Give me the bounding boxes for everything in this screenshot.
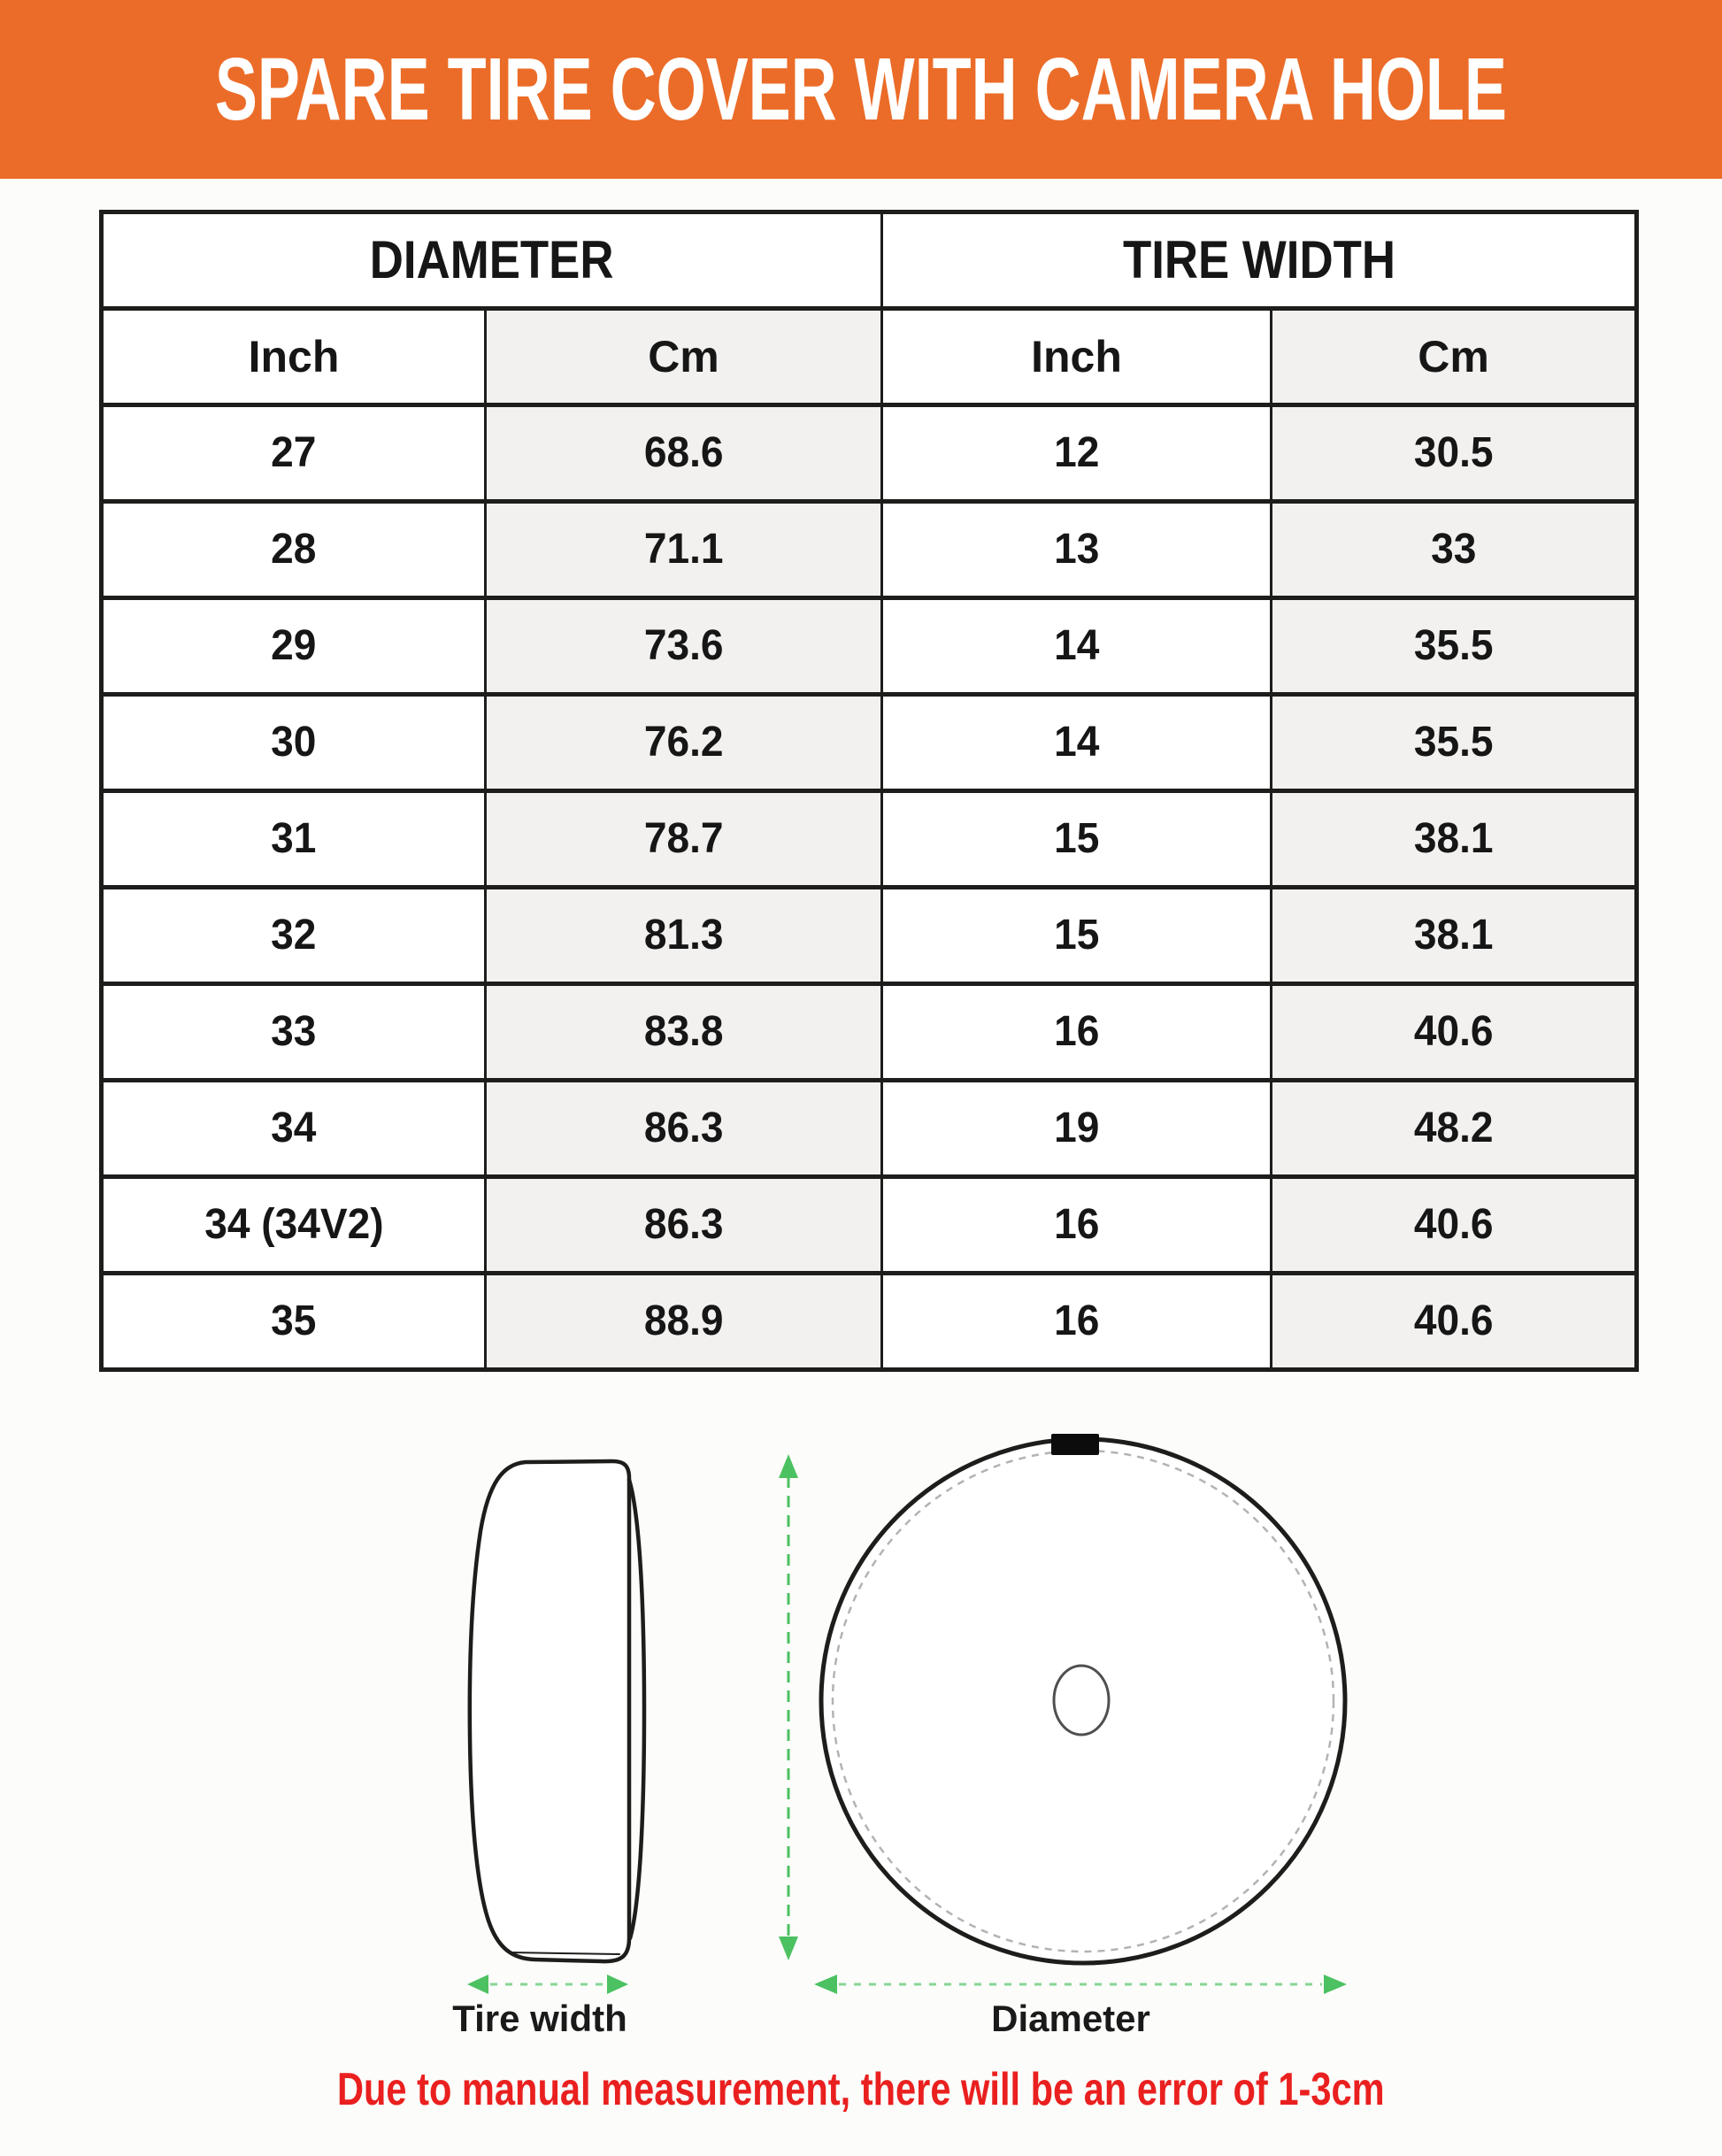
cell-width-inch: 14	[882, 598, 1272, 695]
cell-diameter-cm: 88.9	[486, 1274, 882, 1370]
table-row	[102, 888, 1637, 984]
arrow-right-icon	[607, 1975, 628, 1994]
cell-width-cm: 38.1	[1272, 888, 1637, 984]
cell-width-inch: 15	[882, 888, 1272, 984]
table-row	[102, 405, 1637, 502]
tire-side-view-drawing	[470, 1461, 629, 1961]
tire-bottom-seam-line	[510, 1952, 619, 1954]
arrow-down-icon	[779, 1937, 798, 1960]
cell-diameter-cm: 76.2	[486, 695, 882, 791]
size-table	[99, 210, 1639, 1372]
cell-diameter-cm: 86.3	[486, 1177, 882, 1274]
sub-header-width-inch: Inch	[882, 309, 1272, 405]
cell-diameter-cm: 78.7	[486, 791, 882, 888]
diameter-label: Diameter	[991, 1998, 1150, 2039]
cell-diameter-inch: 35	[102, 1274, 486, 1370]
table-row	[102, 502, 1637, 598]
cell-diameter-cm: 73.6	[486, 598, 882, 695]
table-row	[102, 984, 1637, 1081]
cell-diameter-inch: 33	[102, 984, 486, 1081]
top-strap-mark	[1051, 1434, 1099, 1455]
tire-width-label: Tire width	[452, 1998, 627, 2039]
cell-width-inch: 15	[882, 791, 1272, 888]
table-row	[102, 1081, 1637, 1177]
table-group-header-row	[102, 212, 1637, 309]
cell-width-cm: 40.6	[1272, 984, 1637, 1081]
page-title: SPARE TIRE COVER WITH CAMERA HOLE	[214, 40, 1508, 139]
cell-diameter-inch: 28	[102, 502, 486, 598]
table-row	[102, 1177, 1637, 1274]
cell-width-inch: 13	[882, 502, 1272, 598]
cell-diameter-cm: 81.3	[486, 888, 882, 984]
group-header-diameter-label: DIAMETER	[370, 230, 614, 289]
group-header-tire-width-label: TIRE WIDTH	[1122, 230, 1395, 289]
measurement-note	[0, 2064, 1722, 2117]
cell-width-inch: 16	[882, 1177, 1272, 1274]
cell-diameter-cm: 71.1	[486, 502, 882, 598]
arrow-left-icon	[467, 1975, 488, 1994]
header-banner	[0, 0, 1722, 179]
cell-width-inch: 12	[882, 405, 1272, 502]
cell-diameter-inch: 32	[102, 888, 486, 984]
cell-width-cm: 38.1	[1272, 791, 1637, 888]
tire-front-view-drawing	[821, 1439, 1345, 1963]
arrow-up-icon	[779, 1454, 798, 1478]
cell-diameter-cm: 86.3	[486, 1081, 882, 1177]
cell-width-cm: 35.5	[1272, 598, 1637, 695]
cell-width-cm: 40.6	[1272, 1274, 1637, 1370]
group-header-tire-width	[882, 212, 1637, 309]
cell-diameter-inch: 34 (34V2)	[102, 1177, 486, 1274]
cell-width-cm: 33	[1272, 502, 1637, 598]
cell-diameter-cm: 68.6	[486, 405, 882, 502]
table-row	[102, 1274, 1637, 1370]
cell-width-cm: 30.5	[1272, 405, 1637, 502]
sub-header-diameter-cm: Cm	[486, 309, 882, 405]
arrow-left-icon	[814, 1975, 837, 1994]
cell-width-cm: 35.5	[1272, 695, 1637, 791]
cell-diameter-cm: 83.8	[486, 984, 882, 1081]
camera-hole-icon	[1054, 1666, 1109, 1735]
cell-width-inch: 14	[882, 695, 1272, 791]
arrow-right-icon	[1324, 1975, 1347, 1994]
cell-width-inch: 16	[882, 1274, 1272, 1370]
table-row	[102, 695, 1637, 791]
sub-header-width-cm: Cm	[1272, 309, 1637, 405]
cell-width-cm: 40.6	[1272, 1177, 1637, 1274]
cell-diameter-inch: 31	[102, 791, 486, 888]
table-row	[102, 791, 1637, 888]
measurement-note-text: Due to manual measurement, there will be an error of 1-3cm	[337, 2064, 1385, 2115]
cell-diameter-inch: 27	[102, 405, 486, 502]
cell-diameter-inch: 29	[102, 598, 486, 695]
tire-tread-edge-line	[629, 1480, 644, 1938]
cell-diameter-inch: 30	[102, 695, 486, 791]
cell-width-cm: 48.2	[1272, 1081, 1637, 1177]
cell-width-inch: 19	[882, 1081, 1272, 1177]
group-header-diameter	[102, 212, 882, 309]
cell-diameter-inch: 34	[102, 1081, 486, 1177]
table-sub-header-row	[102, 309, 1637, 405]
stitch-line	[833, 1451, 1334, 1952]
sub-header-diameter-inch: Inch	[102, 309, 486, 405]
table-row	[102, 598, 1637, 695]
cell-width-inch: 16	[882, 984, 1272, 1081]
